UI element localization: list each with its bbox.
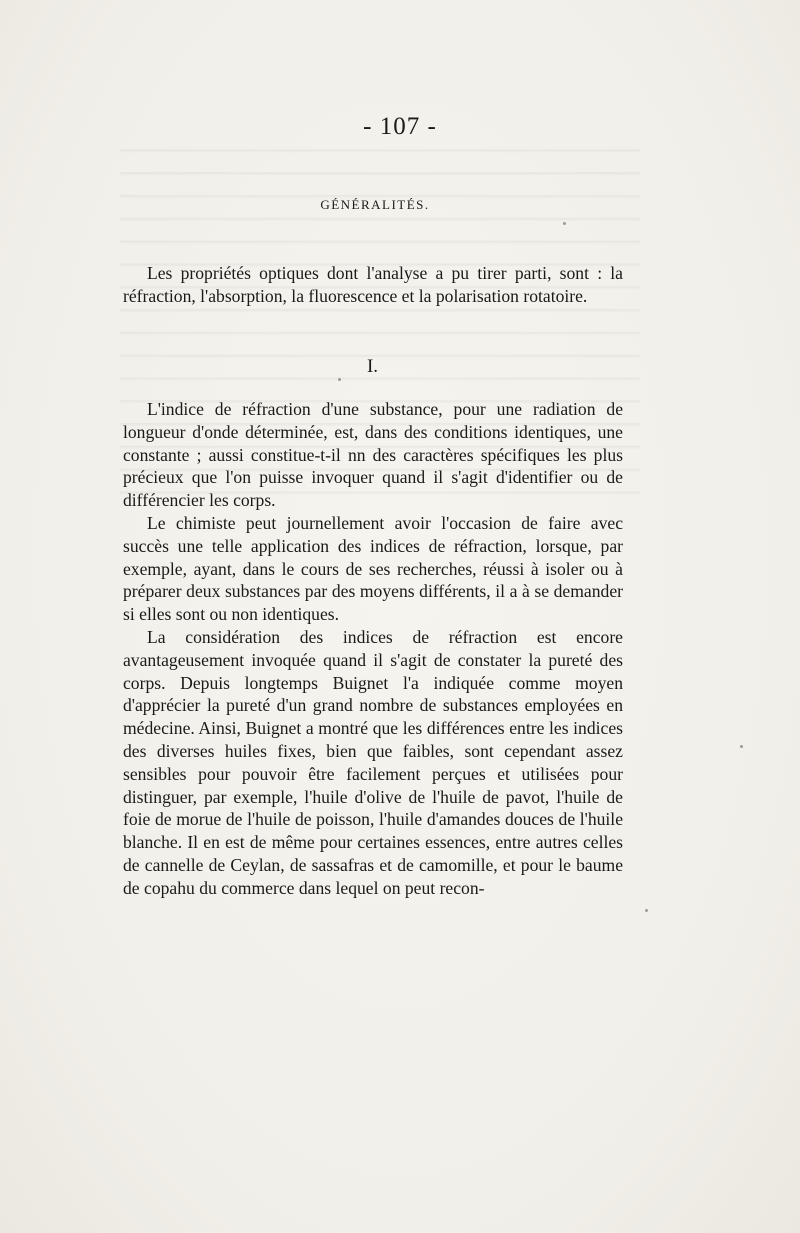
ink-speck	[563, 222, 566, 225]
ink-speck	[338, 378, 341, 381]
paragraph-purity: La considération des indices de réfraction est encore avantageusement invoquée quand il s'agit de constater la pureté des corps. Depuis longtemps Buignet l'a indiquée comme moyen d'apprécier la pureté d'un grand nombre de substances employées en médecine. Ainsi, Buignet a montré que les différences entre les indices des diverses huiles fixes, bien que faibles, sont cependant assez sensibles pour pouvoir être facilement perçues et utilisées pour distinguer, par exemple, l'huile d'olive de l'huile de pavot, l'huile de foie de morue de l'huile de poisson, l'huile d'amandes douces de l'huile blanche. Il en est de même pour certaines essences, entre autres celles de cannelle de Ceylan, de sassafras et de camomille, et pour le baume de copahu du commerce dans lequel on peut recon-	[123, 626, 623, 898]
body-text	[123, 398, 623, 900]
ink-speck	[740, 745, 743, 748]
intro-paragraph: Les propriétés optiques dont l'analyse a pu tirer parti, sont : la réfraction, l'absorption, la fluorescence et la polarisation rotatoire.	[123, 263, 623, 306]
page-number: - 107 -	[363, 113, 437, 140]
section-numeral: I.	[366, 356, 379, 377]
paragraph-chemist-application: Le chimiste peut journellement avoir l'occasion de faire avec succès une telle application des indices de réfraction, lorsque, par exemple, ayant, dans le cours de ses recherches, réussi à isoler ou à préparer deux substances par des moyens différents, il a à se demander si elles sont ou non identiques.	[123, 512, 623, 625]
ink-speck	[645, 909, 648, 912]
paragraph-refraction-index: L'indice de réfraction d'une substance, pour une radiation de longueur d'onde déterminée, est, dans des conditions identiques, une constante ; aussi constitue-t-il nn des caractères spécifiques les plus précieux que l'on puisse invoquer quand il s'agit d'identifier ou de différencier les corps.	[123, 399, 623, 511]
section-heading: GÉNÉRALITÉS.	[320, 197, 430, 212]
